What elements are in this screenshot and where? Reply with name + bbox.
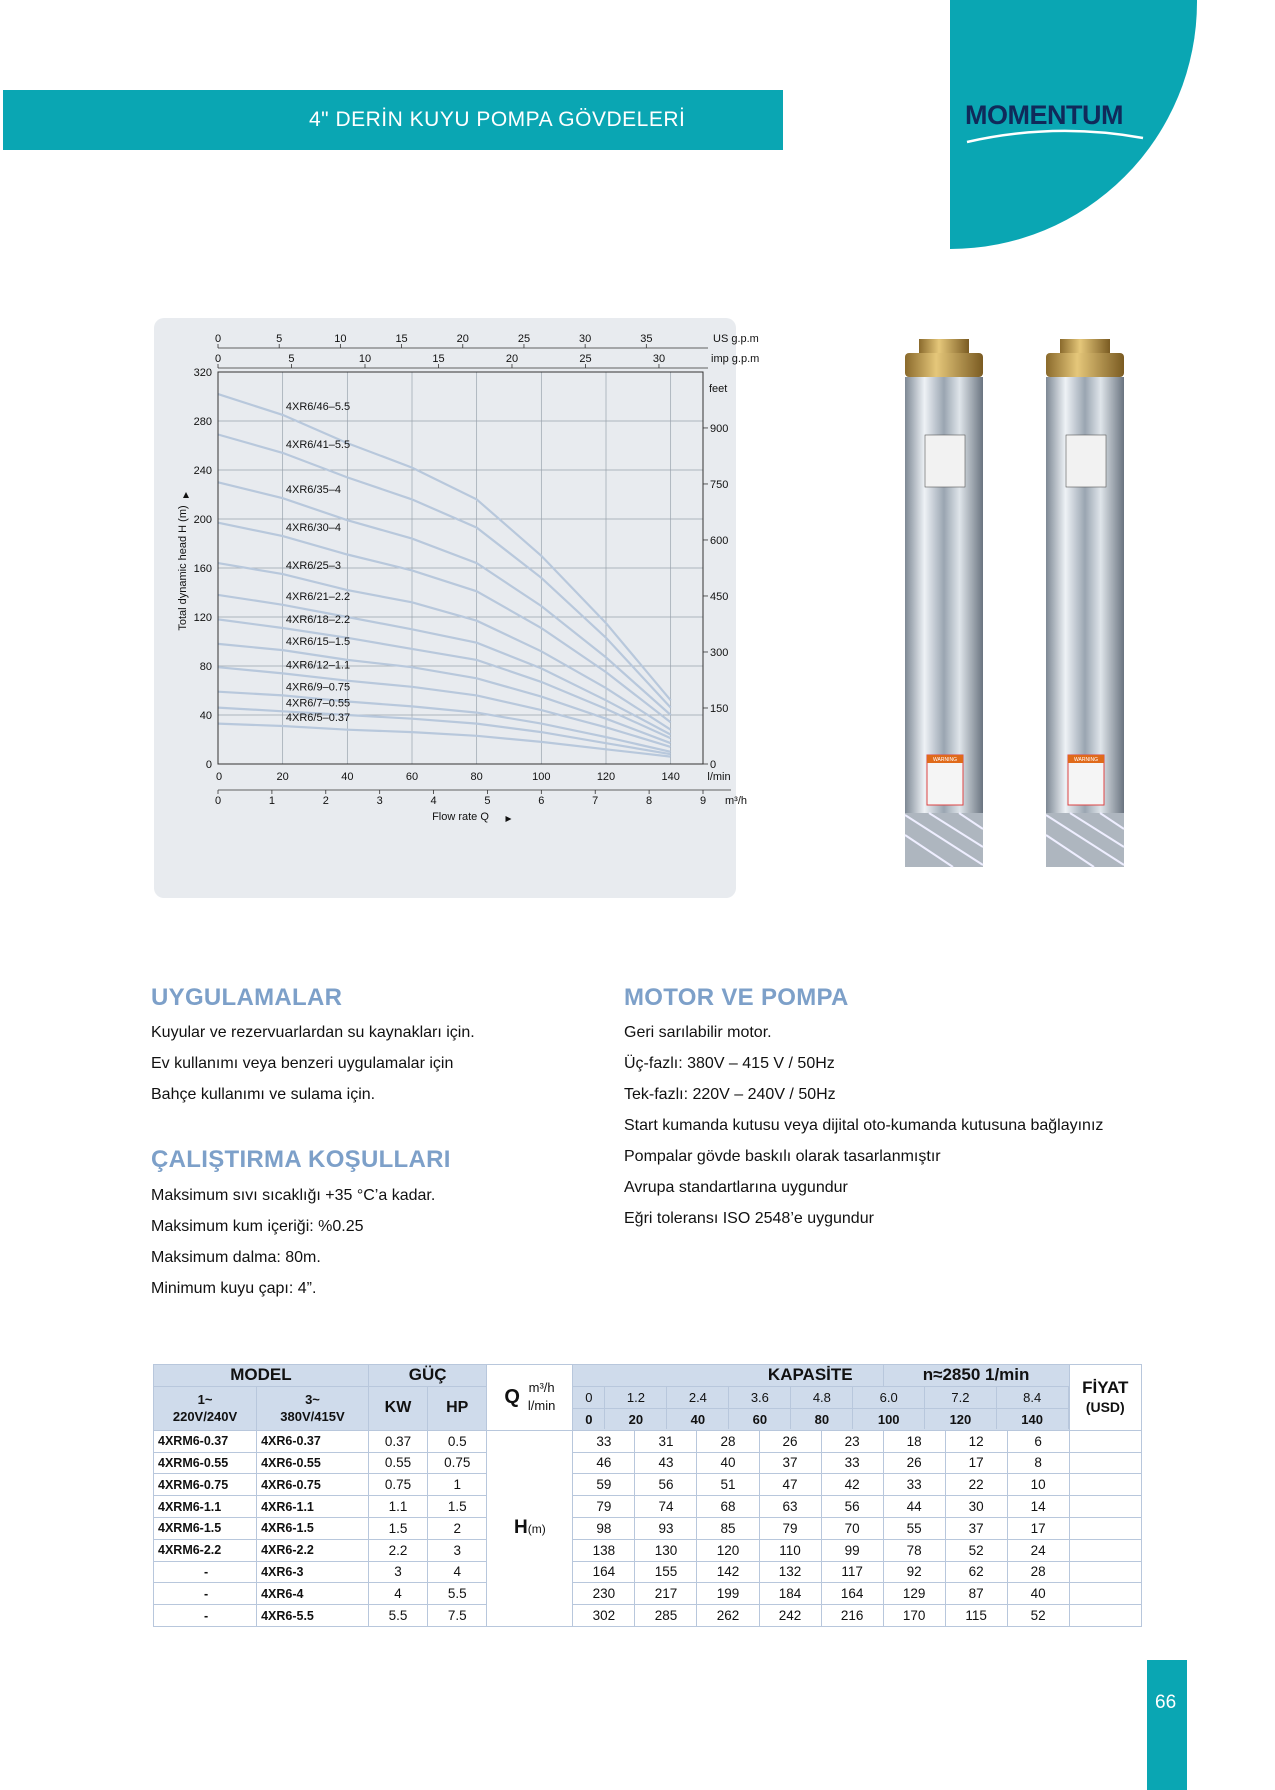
cell-single-model: - bbox=[154, 1561, 257, 1583]
cell-head-value: 184 bbox=[759, 1583, 821, 1605]
curve-label: 4XR6/5–0.37 bbox=[285, 712, 351, 725]
cell-hp: 1 bbox=[428, 1474, 487, 1496]
cell-head-value: 44 bbox=[883, 1496, 945, 1518]
cell-head-value: 10 bbox=[1007, 1474, 1069, 1496]
cell-three-model: 4XR6-0.37 bbox=[257, 1430, 369, 1452]
page-tab bbox=[1147, 1660, 1187, 1790]
cell-head-value: 130 bbox=[635, 1539, 697, 1561]
x-tick-label: 100 bbox=[532, 771, 551, 783]
m3h-tick-label: 0 bbox=[214, 795, 222, 807]
x-tick-label: 80 bbox=[470, 771, 483, 783]
cell-head-value: 43 bbox=[635, 1452, 697, 1474]
operating-heading: ÇALIŞTIRMA KOŞULLARI bbox=[151, 1146, 451, 1173]
flow-m3h-value: 4.8 bbox=[791, 1387, 853, 1408]
cell-head-value: 74 bbox=[635, 1496, 697, 1518]
m3h-tick-label: 3 bbox=[376, 795, 383, 807]
col-capacity: KAPASİTE bbox=[573, 1365, 883, 1387]
cell-head-value: 164 bbox=[573, 1561, 635, 1583]
cell-price bbox=[1069, 1605, 1141, 1627]
q-unit-m3h: m³/h bbox=[528, 1380, 555, 1396]
cell-head-value: 52 bbox=[1007, 1605, 1069, 1627]
cell-head-value: 28 bbox=[697, 1430, 759, 1452]
y-tick-label: 280 bbox=[193, 416, 212, 428]
cell-kw: 3 bbox=[368, 1561, 427, 1583]
us-gpm-tick-label: 0 bbox=[214, 333, 222, 345]
cell-three-model: 4XR6-1.5 bbox=[257, 1517, 369, 1539]
flow-m3h-value: 2.4 bbox=[667, 1387, 729, 1408]
curve-label: 4XR6/15–1.5 bbox=[285, 636, 351, 649]
cell-head-value: 155 bbox=[635, 1561, 697, 1583]
table-row bbox=[154, 1583, 1142, 1605]
cell-head-value: 26 bbox=[759, 1430, 821, 1452]
cell-head-value: 12 bbox=[945, 1430, 1007, 1452]
cell-hp: 1.5 bbox=[428, 1496, 487, 1518]
cell-head-value: 70 bbox=[821, 1517, 883, 1539]
x-tick-label: 60 bbox=[405, 771, 419, 783]
y-tick-label: 80 bbox=[199, 661, 212, 673]
table-row bbox=[154, 1561, 1142, 1583]
flow-lmin-value: 60 bbox=[729, 1408, 791, 1429]
y-tick-label: 160 bbox=[193, 563, 212, 575]
cell-head-value: 164 bbox=[821, 1583, 883, 1605]
cell-head-value: 98 bbox=[573, 1517, 635, 1539]
x-axis-arrow-icon bbox=[506, 816, 512, 822]
imp-gpm-tick-label: 30 bbox=[652, 353, 666, 365]
pump-curve bbox=[218, 724, 671, 757]
price-label: FİYAT bbox=[1082, 1377, 1129, 1397]
motor-line: Geri sarılabilir motor. bbox=[624, 1024, 772, 1041]
table-row bbox=[154, 1496, 1142, 1518]
cell-hp: 5.5 bbox=[428, 1583, 487, 1605]
cell-kw: 1.1 bbox=[368, 1496, 427, 1518]
cell-price bbox=[1069, 1474, 1141, 1496]
flow-lmin-value: 100 bbox=[853, 1408, 925, 1429]
y-tick-label: 320 bbox=[193, 367, 212, 379]
m3h-tick-label: 7 bbox=[592, 795, 599, 807]
table-row bbox=[154, 1452, 1142, 1474]
imp-gpm-tick-label: 25 bbox=[579, 353, 592, 365]
cell-single-model: - bbox=[154, 1605, 257, 1627]
cell-price bbox=[1069, 1452, 1141, 1474]
x-unit-label: l/min bbox=[707, 771, 731, 783]
cell-head-value: 33 bbox=[821, 1452, 883, 1474]
curve-label: 4XR6/18–2.2 bbox=[285, 614, 351, 627]
pump-warning-label: WARNING bbox=[933, 757, 957, 763]
feet-tick-label: 300 bbox=[710, 646, 729, 659]
cell-three-model: 4XR6-0.55 bbox=[257, 1452, 369, 1474]
brand-corner bbox=[950, 0, 1197, 249]
cell-head-value: 170 bbox=[883, 1605, 945, 1627]
cell-head-value: 110 bbox=[759, 1539, 821, 1561]
cell-head-value: 242 bbox=[759, 1605, 821, 1627]
feet-tick-label: 150 bbox=[710, 702, 729, 715]
col-single-phase: 1~ 220V/240V bbox=[154, 1386, 257, 1430]
cell-kw: 0.55 bbox=[368, 1452, 427, 1474]
q-unit-lmin: l/min bbox=[527, 1398, 556, 1414]
imp-gpm-unit-label: imp g.p.m bbox=[711, 353, 760, 365]
cell-head-value: 99 bbox=[821, 1539, 883, 1561]
col-speed: n≈2850 1/min bbox=[883, 1365, 1069, 1387]
cell-hp: 0.5 bbox=[428, 1430, 487, 1452]
cell-three-model: 4XR6-3 bbox=[257, 1561, 369, 1583]
cell-head-value: 63 bbox=[759, 1496, 821, 1518]
cell-head-value: 79 bbox=[573, 1496, 635, 1518]
y-tick-label: 240 bbox=[193, 465, 212, 477]
cell-price bbox=[1069, 1430, 1141, 1452]
head-label: H bbox=[514, 1517, 528, 1539]
cell-head-value: 142 bbox=[697, 1561, 759, 1583]
flow-m3h-value: 0 bbox=[573, 1387, 605, 1408]
cell-head-value: 51 bbox=[697, 1474, 759, 1496]
cell-head-value: 17 bbox=[945, 1452, 1007, 1474]
cell-head-value: 262 bbox=[697, 1605, 759, 1627]
flow-lmin-value: 140 bbox=[996, 1408, 1068, 1429]
cell-single-model: 4XRM6-0.75 bbox=[154, 1474, 257, 1496]
flow-m3h-value: 3.6 bbox=[729, 1387, 791, 1408]
col-q bbox=[487, 1365, 573, 1431]
col-three-phase: 3~ 380V/415V bbox=[257, 1386, 369, 1430]
col-power: GÜÇ bbox=[368, 1365, 486, 1387]
curve-label: 4XR6/25–3 bbox=[285, 560, 341, 573]
cell-head-value: 129 bbox=[883, 1583, 945, 1605]
m3h-tick-label: 8 bbox=[646, 795, 653, 807]
feet-tick-label: 900 bbox=[710, 422, 729, 435]
performance-chart bbox=[154, 318, 760, 898]
curve-label: 4XR6/12–1.1 bbox=[285, 659, 351, 672]
applications-line: Bahçe kullanımı ve sulama için. bbox=[151, 1086, 376, 1103]
cell-three-model: 4XR6-1.1 bbox=[257, 1496, 369, 1518]
brand-logo: MOMENTUM bbox=[965, 100, 1123, 130]
motor-line: Üç-fazlı: 380V – 415 V / 50Hz bbox=[624, 1055, 835, 1072]
flow-points-header bbox=[573, 1386, 1069, 1430]
cell-head-value: 199 bbox=[697, 1583, 759, 1605]
y-tick-label: 120 bbox=[193, 612, 212, 624]
col-model: MODEL bbox=[154, 1365, 369, 1387]
cell-head-value: 37 bbox=[759, 1452, 821, 1474]
cell-head-value: 117 bbox=[821, 1561, 883, 1583]
flow-lmin-value: 80 bbox=[791, 1408, 853, 1429]
cell-head-value: 87 bbox=[945, 1583, 1007, 1605]
x-tick-label: 120 bbox=[596, 771, 616, 783]
cell-kw: 1.5 bbox=[368, 1517, 427, 1539]
cell-three-model: 4XR6-4 bbox=[257, 1583, 369, 1605]
cell-hp: 4 bbox=[428, 1561, 487, 1583]
cell-head-value: 26 bbox=[883, 1452, 945, 1474]
us-gpm-tick-label: 25 bbox=[517, 333, 531, 345]
cell-head-value: 285 bbox=[635, 1605, 697, 1627]
cell-head-value: 33 bbox=[883, 1474, 945, 1496]
title-band bbox=[3, 90, 783, 150]
pump-warning-label: WARNING bbox=[1074, 757, 1098, 763]
imp-gpm-tick-label: 15 bbox=[432, 353, 445, 365]
us-gpm-tick-label: 5 bbox=[276, 333, 283, 345]
flow-points-grid bbox=[573, 1387, 1068, 1429]
us-gpm-tick-label: 35 bbox=[640, 333, 653, 345]
cell-head-value: 55 bbox=[883, 1517, 945, 1539]
page-number: 66 bbox=[1155, 1692, 1177, 1713]
cell-three-model: 4XR6-0.75 bbox=[257, 1474, 369, 1496]
performance-chart-svg bbox=[154, 318, 760, 898]
cell-hp: 3 bbox=[428, 1539, 487, 1561]
y-axis-title: Total dynamic head H (m) bbox=[177, 505, 189, 631]
pump-image-2 bbox=[1030, 335, 1140, 870]
cell-kw: 0.75 bbox=[368, 1474, 427, 1496]
flow-m3h-value: 8.4 bbox=[996, 1387, 1068, 1408]
imp-gpm-tick-label: 0 bbox=[214, 353, 222, 365]
operating-line: Maksimum sıvı sıcaklığı +35 °C’a kadar. bbox=[151, 1187, 436, 1204]
m3h-tick-label: 4 bbox=[430, 795, 437, 807]
cell-price bbox=[1069, 1539, 1141, 1561]
cell-head-value: 40 bbox=[1007, 1583, 1069, 1605]
flow-m3h-value: 1.2 bbox=[605, 1387, 667, 1408]
cell-single-model: 4XRM6-1.5 bbox=[154, 1517, 257, 1539]
y-tick-label: 200 bbox=[193, 514, 212, 526]
m3h-tick-label: 5 bbox=[484, 795, 491, 807]
x-tick-label: 0 bbox=[215, 771, 223, 783]
cell-head-value: 216 bbox=[821, 1605, 883, 1627]
y-tick-label: 0 bbox=[205, 759, 212, 771]
cell-single-model: 4XRM6-2.2 bbox=[154, 1539, 257, 1561]
imp-gpm-tick-label: 20 bbox=[505, 353, 519, 365]
x-tick-label: 140 bbox=[661, 771, 680, 783]
cell-head-value: 217 bbox=[635, 1583, 697, 1605]
us-gpm-tick-label: 10 bbox=[334, 333, 347, 345]
applications-line: Kuyular ve rezervuarlardan su kaynakları için. bbox=[151, 1024, 475, 1041]
cell-head-value: 40 bbox=[697, 1452, 759, 1474]
us-gpm-tick-label: 15 bbox=[395, 333, 408, 345]
m3h-tick-label: 2 bbox=[322, 795, 329, 807]
us-gpm-unit-label: US g.p.m bbox=[713, 333, 759, 345]
price-unit: (USD) bbox=[1085, 1398, 1125, 1415]
x-axis-title: Flow rate Q bbox=[432, 811, 489, 823]
cell-kw: 2.2 bbox=[368, 1539, 427, 1561]
motor-line: Start kumanda kutusu veya dijital oto-kumanda kutusuna bağlayınız bbox=[624, 1117, 1104, 1134]
table-row bbox=[154, 1517, 1142, 1539]
flow-m3h-value: 7.2 bbox=[925, 1387, 997, 1408]
flow-m3h-value: 6.0 bbox=[853, 1387, 925, 1408]
flow-lmin-value: 120 bbox=[925, 1408, 997, 1429]
cell-head-value: 14 bbox=[1007, 1496, 1069, 1518]
cell-head-value: 62 bbox=[945, 1561, 1007, 1583]
cell-price bbox=[1069, 1561, 1141, 1583]
feet-tick-label: 600 bbox=[710, 534, 729, 547]
m3h-unit-label: m³/h bbox=[725, 795, 747, 807]
col-hp: HP bbox=[428, 1386, 487, 1430]
cell-head-value: 56 bbox=[635, 1474, 697, 1496]
motor-line: Eğri toleransı ISO 2548’e uygundur bbox=[624, 1210, 874, 1227]
cell-head-value: 42 bbox=[821, 1474, 883, 1496]
motor-heading: MOTOR VE POMPA bbox=[624, 984, 849, 1011]
m3h-tick-label: 6 bbox=[538, 795, 545, 807]
head-label-cell bbox=[487, 1430, 573, 1626]
cell-head-value: 24 bbox=[1007, 1539, 1069, 1561]
y-axis-arrow-icon bbox=[183, 492, 189, 498]
cell-head-value: 230 bbox=[573, 1583, 635, 1605]
q-label: Q bbox=[504, 1385, 520, 1408]
motor-line: Tek-fazlı: 220V – 240V / 50Hz bbox=[624, 1086, 836, 1103]
cell-kw: 5.5 bbox=[368, 1605, 427, 1627]
applications-heading: UYGULAMALAR bbox=[151, 984, 343, 1011]
cell-head-value: 138 bbox=[573, 1539, 635, 1561]
cell-head-value: 23 bbox=[821, 1430, 883, 1452]
feet-unit-label: feet bbox=[709, 383, 728, 395]
cell-hp: 0.75 bbox=[428, 1452, 487, 1474]
cell-head-value: 33 bbox=[573, 1430, 635, 1452]
cell-three-model: 4XR6-5.5 bbox=[257, 1605, 369, 1627]
operating-line: Maksimum dalma: 80m. bbox=[151, 1249, 321, 1266]
cell-head-value: 79 bbox=[759, 1517, 821, 1539]
cell-head-value: 68 bbox=[697, 1496, 759, 1518]
imp-gpm-tick-label: 10 bbox=[358, 353, 372, 365]
us-gpm-tick-label: 20 bbox=[456, 333, 469, 345]
applications-line: Ev kullanımı veya benzeri uygulamalar için bbox=[151, 1055, 454, 1072]
head-unit: (m) bbox=[527, 1522, 546, 1537]
m3h-tick-label: 9 bbox=[699, 795, 707, 807]
cell-head-value: 85 bbox=[697, 1517, 759, 1539]
motor-line: Pompalar gövde baskılı olarak tasarlanmıştır bbox=[624, 1148, 941, 1165]
pump-image-1 bbox=[889, 335, 999, 870]
cell-kw: 4 bbox=[368, 1583, 427, 1605]
cell-head-value: 18 bbox=[883, 1430, 945, 1452]
cell-head-value: 59 bbox=[573, 1474, 635, 1496]
cell-head-value: 115 bbox=[945, 1605, 1007, 1627]
cell-head-value: 31 bbox=[635, 1430, 697, 1452]
cell-head-value: 302 bbox=[573, 1605, 635, 1627]
curve-label: 4XR6/46–5.5 bbox=[285, 400, 351, 413]
cell-hp: 2 bbox=[428, 1517, 487, 1539]
cell-head-value: 28 bbox=[1007, 1561, 1069, 1583]
imp-gpm-tick-label: 5 bbox=[288, 353, 295, 365]
curve-label: 4XR6/30–4 bbox=[285, 522, 341, 535]
cell-hp: 7.5 bbox=[428, 1605, 487, 1627]
cell-head-value: 17 bbox=[1007, 1517, 1069, 1539]
cell-three-model: 4XR6-2.2 bbox=[257, 1539, 369, 1561]
spec-table bbox=[153, 1364, 1142, 1627]
cell-head-value: 120 bbox=[697, 1539, 759, 1561]
cell-head-value: 78 bbox=[883, 1539, 945, 1561]
curve-label: 4XR6/9–0.75 bbox=[285, 681, 351, 694]
cell-head-value: 52 bbox=[945, 1539, 1007, 1561]
cell-price bbox=[1069, 1583, 1141, 1605]
m3h-tick-label: 1 bbox=[268, 795, 275, 807]
col-kw: KW bbox=[368, 1386, 427, 1430]
feet-tick-label: 0 bbox=[710, 759, 717, 771]
page-title: 4" DERİN KUYU POMPA GÖVDELERİ bbox=[309, 108, 686, 131]
y-tick-label: 40 bbox=[199, 710, 212, 722]
cell-head-value: 132 bbox=[759, 1561, 821, 1583]
cell-head-value: 46 bbox=[573, 1452, 635, 1474]
col-price bbox=[1069, 1365, 1141, 1431]
operating-line: Maksimum kum içeriği: %0.25 bbox=[151, 1218, 364, 1235]
table-row bbox=[154, 1539, 1142, 1561]
curve-label: 4XR6/21–2.2 bbox=[285, 590, 351, 603]
cell-head-value: 8 bbox=[1007, 1452, 1069, 1474]
cell-head-value: 30 bbox=[945, 1496, 1007, 1518]
cell-single-model: 4XRM6-1.1 bbox=[154, 1496, 257, 1518]
motor-line: Avrupa standartlarına uygundur bbox=[624, 1179, 848, 1196]
feet-tick-label: 450 bbox=[710, 590, 729, 603]
cell-kw: 0.37 bbox=[368, 1430, 427, 1452]
table-row bbox=[154, 1605, 1142, 1627]
curve-label: 4XR6/7–0.55 bbox=[285, 697, 351, 710]
feet-tick-label: 750 bbox=[710, 478, 729, 491]
cell-single-model: 4XRM6-0.37 bbox=[154, 1430, 257, 1452]
cell-head-value: 6 bbox=[1007, 1430, 1069, 1452]
cell-head-value: 56 bbox=[821, 1496, 883, 1518]
curve-label: 4XR6/35–4 bbox=[285, 484, 341, 497]
us-gpm-tick-label: 30 bbox=[579, 333, 592, 345]
cell-head-value: 93 bbox=[635, 1517, 697, 1539]
cell-head-value: 37 bbox=[945, 1517, 1007, 1539]
flow-lmin-value: 0 bbox=[573, 1408, 605, 1429]
cell-head-value: 22 bbox=[945, 1474, 1007, 1496]
table-row bbox=[154, 1474, 1142, 1496]
cell-head-value: 47 bbox=[759, 1474, 821, 1496]
x-tick-label: 20 bbox=[276, 771, 289, 783]
cell-price bbox=[1069, 1517, 1141, 1539]
table-row bbox=[154, 1430, 1142, 1452]
curve-label: 4XR6/41–5.5 bbox=[285, 438, 351, 451]
cell-price bbox=[1069, 1496, 1141, 1518]
cell-single-model: - bbox=[154, 1583, 257, 1605]
logo-swoosh-icon bbox=[965, 120, 1145, 150]
cell-single-model: 4XRM6-0.55 bbox=[154, 1452, 257, 1474]
x-tick-label: 40 bbox=[341, 771, 354, 783]
flow-lmin-value: 40 bbox=[667, 1408, 729, 1429]
cell-head-value: 92 bbox=[883, 1561, 945, 1583]
operating-line: Minimum kuyu çapı: 4”. bbox=[151, 1280, 317, 1297]
flow-lmin-value: 20 bbox=[605, 1408, 667, 1429]
